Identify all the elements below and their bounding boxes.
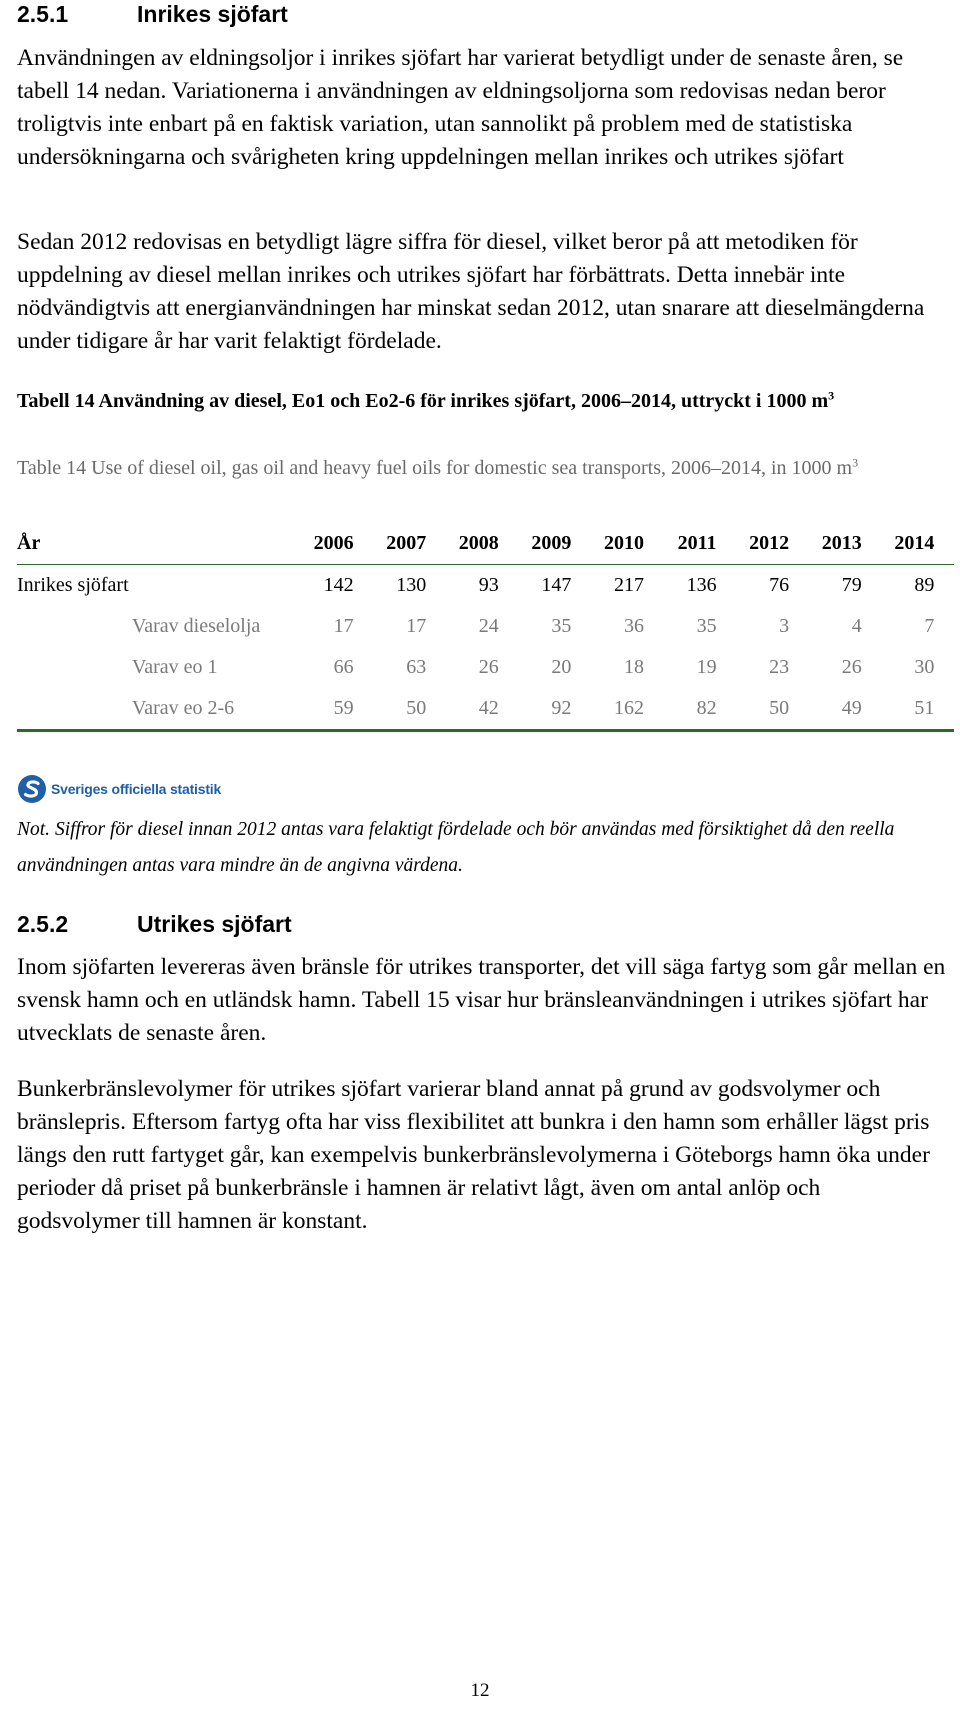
row-label: Varav eo 1 [132,656,218,678]
page-number: 12 [470,1680,490,1701]
table-cell: 18 [623,656,644,678]
table-cell: 17 [333,615,354,637]
table-caption-swedish: Tabell 14 Användning av diesel, Eo1 och Eo2-6 för inrikes sjöfart, 2006–2014, uttryckt i 1000 $m^3$ [17,388,835,412]
table-cell: 76 [769,574,790,596]
table-cell: 59 [333,697,354,719]
table-cell: 93 [478,574,499,596]
table-row [17,688,954,729]
table-caption-english: Table 14 Use of diesel oil, gas oil and heavy fuel oils for domestic sea transports, 2006–2014, in 1000 $m^3$ [17,455,859,479]
row-label: Inrikes sjöfart [17,574,129,596]
table-bottom-rule [17,729,954,732]
table-row [17,647,954,688]
table-cell: 50 [406,697,427,719]
table-cell: 79 [841,574,862,596]
table-cell: 89 [914,574,935,596]
paragraph: Inom sjöfarten levereras även bränsle för utrikes transporter, det vill säga fartyg som går mellan en svensk hamn och en utländsk hamn. Tabell 15 visar hur bränsleanvändningen i utrikes sjöfart har utvecklats de senaste åren. [17,954,946,1046]
table-header-row [17,522,954,564]
table-cell: 130 [396,574,427,596]
table-header-year: 2007 [386,531,427,554]
note-text: Siffror för diesel innan 2012 antas vara felaktigt fördelade och bör användas med försiktighet då den reella användningen antas vara mindre än de angivna värdena. [17,819,895,876]
table-header-label: År [17,531,41,554]
table-cell: 20 [551,656,572,678]
table-header-year: 2012 [749,531,790,554]
paragraph: Användningen av eldningsoljor i inrikes sjöfart har varierat betydligt under de senaste åren, se tabell 14 nedan. Variationerna i användningen av eldningsoljorna som redovisas nedan beror troligtvis inte enbart på en faktisk variation, utan sannolikt på problem med de statistiska undersökningarna och svårigheten kring uppdelningen mellan inrikes och utrikes sjöfart [17,45,904,170]
table-row [17,606,954,647]
row-label: Varav eo 2-6 [132,697,235,719]
table-cell: 7 [924,615,935,637]
table-cell: 24 [478,615,499,637]
table-cell: 42 [478,697,499,719]
table-cell: 4 [851,615,862,637]
table-header-year: 2011 [677,531,717,554]
table-cell: 3 [779,615,790,637]
paragraph: Sedan 2012 redovisas en betydligt lägre siffra för diesel, vilket beror på att metodiken för uppdelning av diesel mellan inrikes och utrikes sjöfart har förbättrats. Detta innebär inte nödvändigtvis att energianvändningen har minskat sedan 2012, utan snarare att dieselmängderna under tidigare år har varit felaktigt fördelade. [17,229,925,354]
table-cell: 19 [696,656,717,678]
table-cell: 26 [841,656,862,678]
section-heading-utrikes [17,910,292,938]
table-cell: 35 [551,615,572,637]
table-cell: 147 [541,574,572,596]
table-header-year: 2013 [821,531,862,554]
table-header-year: 2006 [313,531,354,554]
scb-s-icon [17,774,47,804]
table-header-year: 2008 [458,531,499,554]
note-prefix: Not. [17,819,51,840]
scb-logo-text: Sveriges officiella statistik [51,781,222,797]
table-cell: 82 [696,697,717,719]
row-label: Varav dieselolja [132,615,261,637]
section-number: 2.5.2 [17,911,69,937]
table-cell: 30 [914,656,935,678]
paragraph: Bunkerbränslevolymer för utrikes sjöfart varierar bland annat på grund av godsvolymer och bränslepris. Eftersom fartyg ofta har viss flexibilitet att bunkra i den hamn som erhåller lägst pris längs den rutt fartyget går, kan exempelvis bunkerbränslevolymerna i Göteborgs hamn öka under perioder då priset på bunkerbränsle i hamnen är relativt lågt, även om antal anlöp och godsvolymer till hamnen är konstant. [17,1076,930,1234]
table-cell: 162 [613,697,644,719]
fuel-use-table [17,522,954,732]
table-note [17,812,947,884]
table-cell: 217 [613,574,644,596]
table-cell: 51 [914,697,935,719]
table-header-year: 2014 [894,531,935,554]
table-cell: 36 [623,615,644,637]
table-cell: 49 [841,697,862,719]
table-cell: 35 [696,615,717,637]
table-cell: 136 [686,574,717,596]
table-cell: 50 [769,697,790,719]
table-header-year: 2010 [603,531,644,554]
table-cell: 17 [406,615,427,637]
table-header-year: 2009 [531,531,572,554]
table-cell: 23 [769,656,790,678]
section-title: Utrikes sjöfart [137,911,292,937]
table-cell: 92 [551,697,572,719]
section-heading-inrikes [17,0,288,28]
table-cell: 66 [333,656,354,678]
section-title: Inrikes sjöfart [137,1,288,27]
section-number: 2.5.1 [17,1,69,27]
table-row [17,565,954,606]
table-cell: 26 [478,656,499,678]
table-cell: 142 [323,574,354,596]
scb-logo [17,774,221,804]
table-cell: 63 [406,656,427,678]
